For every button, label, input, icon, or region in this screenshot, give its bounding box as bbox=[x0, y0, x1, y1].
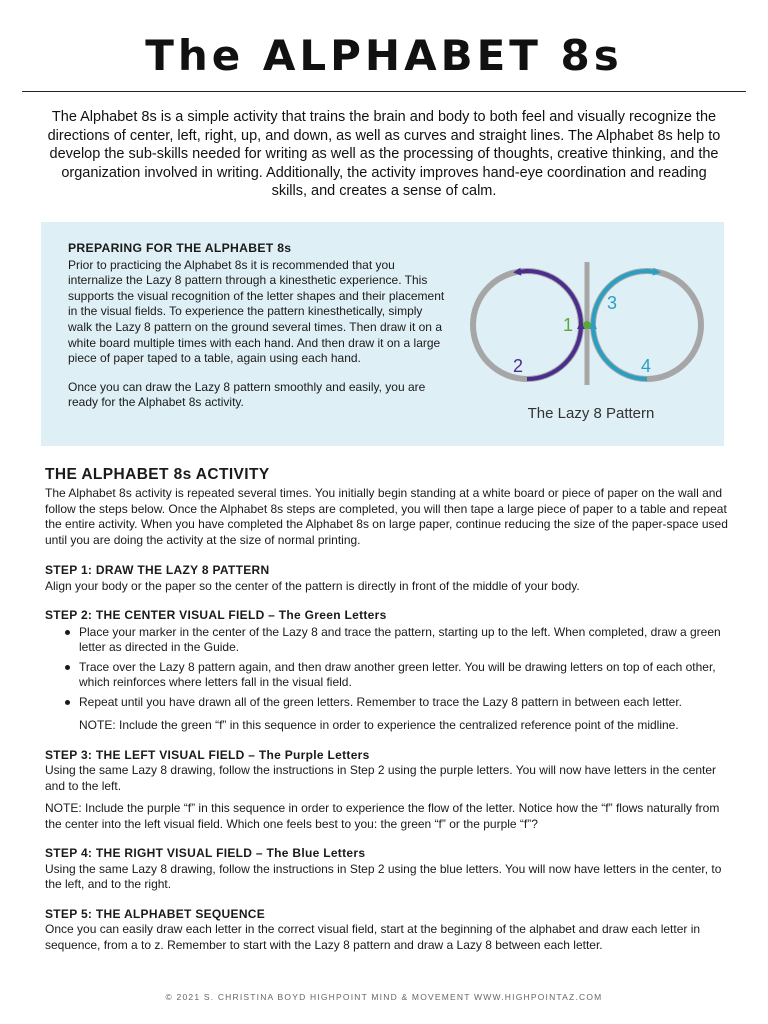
step-3-heading: STEP 3: THE LEFT VISUAL FIELD – The Purple Letters bbox=[45, 747, 370, 762]
step-1-heading: STEP 1: DRAW THE LAZY 8 PATTERN bbox=[45, 563, 270, 577]
step-4-text: Using the same Lazy 8 drawing, follow the instructions in Step 2 using the blue letters. You will now have letters in the center, to the left, and to the right. bbox=[45, 861, 722, 891]
page-title: The ALPHABET 8s bbox=[145, 31, 623, 80]
step-3-text: Using the same Lazy 8 drawing, follow the instructions in Step 2 using the purple letters. You will now have letters in the center and to the left. bbox=[45, 763, 717, 793]
preparing-text bbox=[68, 241, 446, 411]
diagram-label-3: 3 bbox=[607, 293, 618, 313]
list-item: Repeat until you have drawn all of the green letters. Remember to trace the Lazy 8 pattern in between each letter. bbox=[45, 695, 735, 711]
activity-title: THE ALPHABET 8s ACTIVITY bbox=[45, 466, 270, 483]
footer: © 2021 S. CHRISTINA BOYD HIGHPOINT MIND & MOVEMENT WWW.HIGHPOINTAZ.COM bbox=[165, 992, 603, 1002]
activity-section bbox=[45, 465, 735, 953]
step-5-heading: STEP 5: THE ALPHABET SEQUENCE bbox=[45, 906, 266, 921]
diagram-label-1: 1 bbox=[563, 315, 574, 335]
diagram-label-2: 2 bbox=[513, 356, 524, 376]
blue-arrow-bottom bbox=[593, 325, 647, 379]
preparing-box bbox=[41, 222, 724, 446]
step-1-text: Align your body or the paper so the center of the pattern is directly in front of the middle of your body. bbox=[45, 578, 580, 593]
step-2-note: NOTE: Include the green “f” in this sequence in order to experience the centralized reference point of the midline. bbox=[79, 718, 679, 732]
list-item: Place your marker in the center of the Lazy 8 and trace the pattern, starting up to the left. When completed, draw a green letter as directed in the Guide. bbox=[45, 625, 735, 656]
activity-intro: The Alphabet 8s activity is repeated several times. You initially begin standing at a white board or piece of paper on the wall and follow the steps below. Once the Alphabet 8s steps are completed, you will then tape a large piece of paper to a table and repeat the entire activity. When you have completed the Alphabet 8s on large paper, continue reducing the size of the paper-space used until you are doing the activity at the size of normal printing. bbox=[45, 486, 728, 547]
preparing-heading: PREPARING FOR THE ALPHABET 8s bbox=[68, 241, 292, 255]
step-3-note: NOTE: Include the purple “f” in this sequence in order to experience the flow of the letter. Notice how the “f” flows naturally from the center into the left visual field. Which one feels best to you: the green “f” or the purple “f”? bbox=[45, 801, 720, 831]
preparing-paragraph-2: Once you can draw the Lazy 8 pattern smoothly and easily, you are ready for the Alphabet 8s activity. bbox=[68, 379, 426, 410]
step-2-heading: STEP 2: THE CENTER VISUAL FIELD – The Green Letters bbox=[45, 608, 387, 622]
title-divider bbox=[22, 91, 746, 92]
step-2-list bbox=[45, 625, 735, 711]
intro-paragraph: The Alphabet 8s is a simple activity that trains the brain and body to both feel and visually recognize the directions of center, left, right, up, and down, as well as curves and straight lines. The Alphabet 8s help to develop the sub-skills needed for writing as well as the processing of thoughts, creative thinking, and the organization involved in writing. Additionally, the activity improves hand-eye coordination and reading skills, and creates a sense of calm. bbox=[47, 109, 721, 200]
diagram-label-4: 4 bbox=[641, 356, 652, 376]
center-point bbox=[583, 321, 591, 329]
diagram-caption: The Lazy 8 Pattern bbox=[527, 405, 655, 422]
step-5-text: Once you can easily draw each letter in the correct visual field, start at the beginning of the alphabet and draw each letter in sequence, from a to z. Remember to start with the Lazy 8 pattern and draw a Lazy 8 between each letter. bbox=[45, 922, 701, 952]
list-item: Trace over the Lazy 8 pattern again, and then draw another green letter. You will be drawing letters on top of each other, which reinforces where letters fall in the visual field. bbox=[45, 660, 735, 691]
preparing-paragraph-1: Prior to practicing the Alphabet 8s it is recommended that you internalize the Lazy 8 pattern through a kinesthetic experience. This supports the visual recognition of the letter shapes and their placement in the visual fields. To experience the pattern kinesthetically, simply walk the Lazy 8 pattern on the ground several times. Then draw it on a white board multiple times with each hand. And then draw it on a large piece of paper taped to a table, again using each hand. bbox=[68, 257, 445, 366]
step-4-heading: STEP 4: THE RIGHT VISUAL FIELD – The Blue Letters bbox=[45, 846, 366, 860]
lazy-8-diagram bbox=[461, 252, 721, 432]
